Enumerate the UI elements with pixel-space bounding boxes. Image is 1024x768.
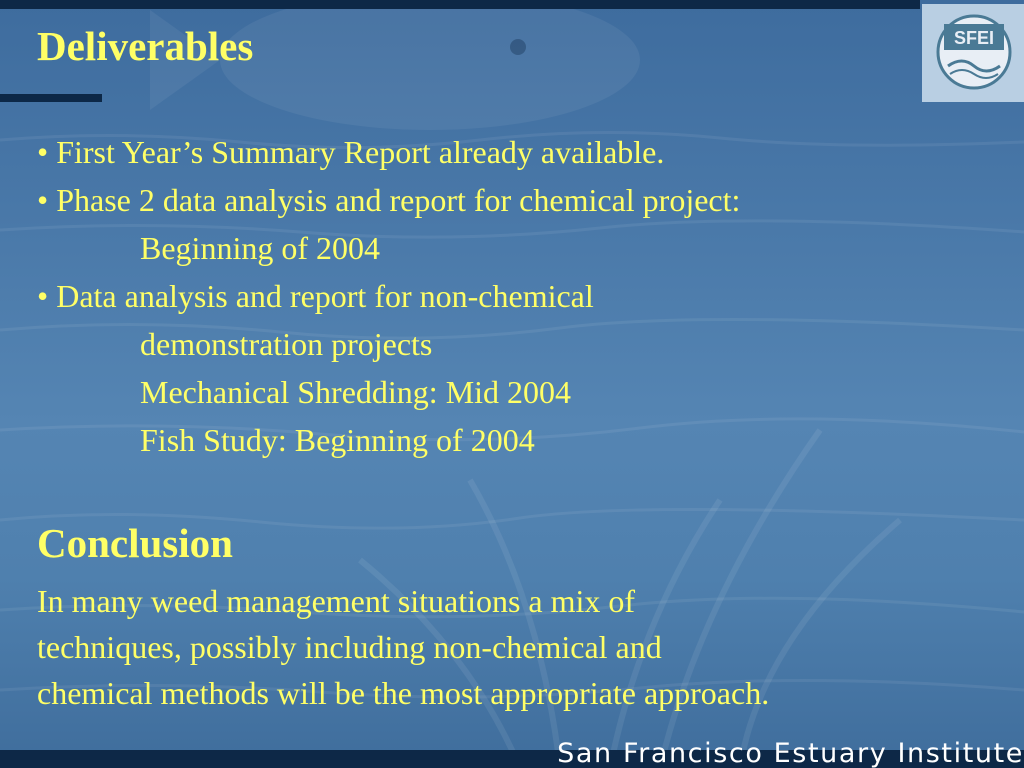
sfei-logo-icon xyxy=(922,4,1024,102)
conclusion-text xyxy=(37,578,987,716)
deliverable-item: • First Year’s Summary Report already available. xyxy=(37,134,665,170)
deliverables-title: Deliverables xyxy=(37,23,254,69)
deliverable-item: • Phase 2 data analysis and report for chemical project: xyxy=(37,182,741,218)
deliverable-item: • Data analysis and report for non-chemical xyxy=(37,278,594,314)
conclusion-title: Conclusion xyxy=(37,520,233,566)
logo-text: SFEI xyxy=(953,28,995,48)
deliverable-subitem: demonstration projects xyxy=(140,326,433,362)
top-bar xyxy=(0,0,920,9)
footer-organization: San Francisco Estuary Institute xyxy=(557,738,1024,768)
title-rule xyxy=(0,94,102,102)
deliverable-subitem: Beginning of 2004 xyxy=(140,230,380,266)
conclusion-line: techniques, possibly including non-chemical and xyxy=(37,629,662,665)
sfei-logo xyxy=(922,4,1024,102)
deliverable-subitem: Mechanical Shredding: Mid 2004 xyxy=(140,374,572,410)
conclusion-line: chemical methods will be the most appropriate approach. xyxy=(37,675,770,711)
conclusion-line: In many weed management situations a mix of xyxy=(37,583,636,619)
deliverable-subitem: Fish Study: Beginning of 2004 xyxy=(140,422,535,458)
deliverables-list xyxy=(37,128,987,464)
